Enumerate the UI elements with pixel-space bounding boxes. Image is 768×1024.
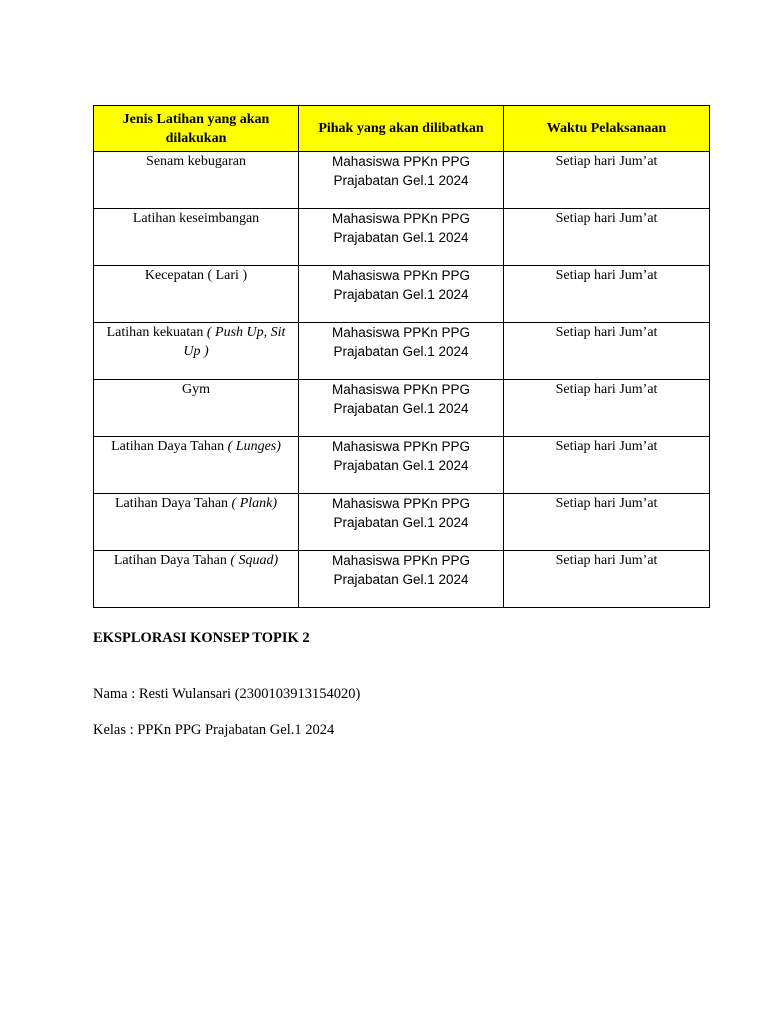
party-line-2: Prajabatan Gel.1 2024 [333,515,469,530]
party-line-1: Mahasiswa PPKn PPG [331,439,471,454]
student-class-line: Kelas : PPKn PPG Prajabatan Gel.1 2024 [93,722,335,738]
time-cell [504,266,710,323]
time-label: Setiap hari Jum’at [555,496,658,511]
party-line-2: Prajabatan Gel.1 2024 [333,344,469,359]
party-cell [299,152,504,209]
exercise-label: Gym [182,382,210,397]
table-header-row [94,106,710,152]
party-line-1: Mahasiswa PPKn PPG [331,382,471,397]
party-cell [299,323,504,380]
time-cell [504,494,710,551]
time-cell [504,152,710,209]
exercise-cell [94,209,299,266]
exercise-cell [94,266,299,323]
exercise-label: Senam kebugaran [146,154,246,169]
exercise-note: ( Push Up, Sit Up ) [183,325,286,359]
time-cell [504,437,710,494]
party-cell [299,494,504,551]
time-label: Setiap hari Jum’at [555,268,658,283]
table-body [94,152,710,608]
exercise-note: ( Squad) [230,553,279,568]
time-label: Setiap hari Jum’at [555,325,658,340]
party-line-1: Mahasiswa PPKn PPG [331,496,471,511]
time-label: Setiap hari Jum’at [555,553,658,568]
exercise-label: Latihan Daya Tahan [113,553,231,568]
party-line-2: Prajabatan Gel.1 2024 [333,173,469,188]
party-line-1: Mahasiswa PPKn PPG [331,325,471,340]
party-cell [299,380,504,437]
party-line-1: Mahasiswa PPKn PPG [331,211,471,226]
party-cell [299,266,504,323]
time-label: Setiap hari Jum’at [555,211,658,226]
table-row [94,380,710,437]
party-cell [299,551,504,608]
student-name-line: Nama : Resti Wulansari (2300103913154020) [93,686,361,702]
time-label: Setiap hari Jum’at [555,154,658,169]
header-involved-party: Pihak yang akan dilibatkan [299,106,504,152]
exercise-cell [94,323,299,380]
exercise-note: ( Lunges) [227,439,281,454]
exercise-cell [94,437,299,494]
exercise-label: Latihan kekuatan [106,325,207,340]
exercise-label: Latihan Daya Tahan [114,496,232,511]
table-row [94,152,710,209]
time-cell [504,323,710,380]
time-cell [504,380,710,437]
party-cell [299,437,504,494]
party-cell [299,209,504,266]
party-line-2: Prajabatan Gel.1 2024 [333,572,469,587]
exercise-cell [94,494,299,551]
header-schedule-time: Waktu Pelaksanaan [504,106,710,152]
table-row [94,551,710,608]
exercise-cell [94,551,299,608]
time-label: Setiap hari Jum’at [555,382,658,397]
time-cell [504,551,710,608]
party-line-2: Prajabatan Gel.1 2024 [333,458,469,473]
table-row [94,266,710,323]
party-line-2: Prajabatan Gel.1 2024 [333,401,469,416]
exercise-cell [94,152,299,209]
exercise-label: Latihan Daya Tahan [111,439,228,454]
time-cell [504,209,710,266]
section-title: EKSPLORASI KONSEP TOPIK 2 [93,630,310,646]
party-line-1: Mahasiswa PPKn PPG [331,154,471,169]
time-label: Setiap hari Jum’at [555,439,658,454]
table-row [94,437,710,494]
exercise-note: ( Plank) [231,496,278,511]
party-line-2: Prajabatan Gel.1 2024 [333,287,469,302]
table-row [94,323,710,380]
exercise-label: Latihan keseimbangan [132,211,260,226]
exercise-schedule-table [93,105,710,608]
table-row [94,209,710,266]
exercise-label: Kecepatan ( Lari ) [144,268,248,283]
party-line-2: Prajabatan Gel.1 2024 [333,230,469,245]
party-line-1: Mahasiswa PPKn PPG [331,268,471,283]
table-row [94,494,710,551]
party-line-1: Mahasiswa PPKn PPG [331,553,471,568]
header-exercise-type: Jenis Latihan yang akan dilakukan [94,106,299,152]
exercise-cell [94,380,299,437]
